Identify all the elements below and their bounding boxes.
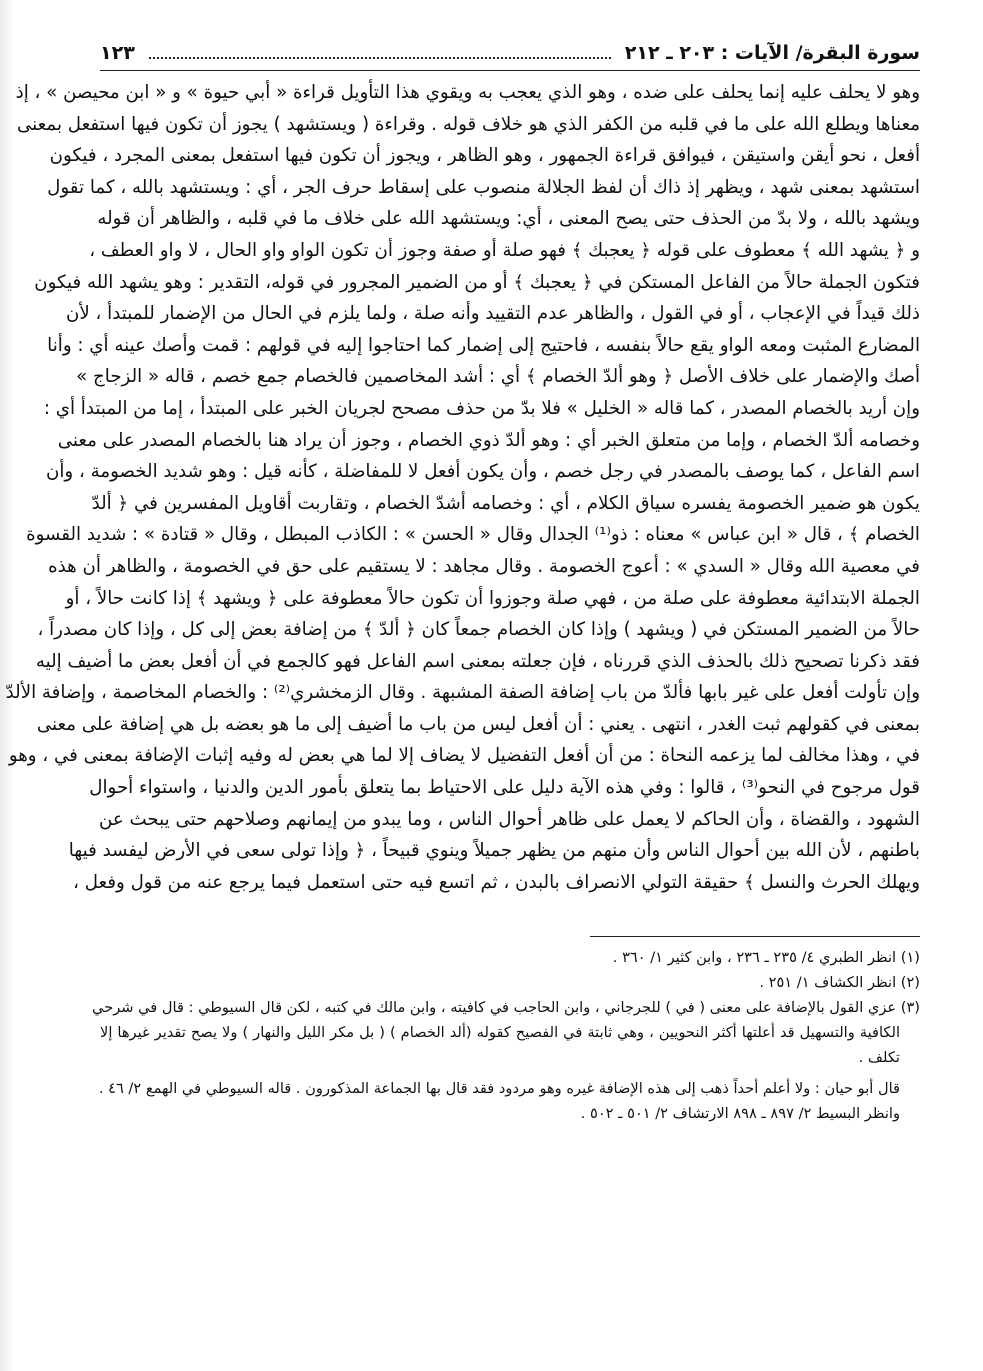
footnote-3-continued: الكافية والتسهيل قد أعلتها أكثر النحويين ، وهي ثابتة في الفصيح كقوله (ألد الخصام ) ( بل مكر الليل والنهار ) ولا يصح تقدير غيرها إلا — [100, 1024, 900, 1042]
header-leader-dots — [149, 39, 611, 59]
body-line: في ، وهذا مخالف لما يزعمه النحاة : من أن أفعل التفضيل لا يضاف إلا لما هي بعض له وفيه إثبات الإضافة بمعنى في ، وهو — [8, 745, 920, 767]
body-line: استشهد بمعنى شهد ، ويظهر إذ ذاك أن لفظ الجلالة منصوب على إسقاط حرف الجر ، أي : ويستشهد بالله ، كما تقول — [47, 176, 920, 198]
body-line: المضارع المثبت ومعه الواو يقع حالاً بنفسه ، فاحتيج إلى إضمار كما احتاجوا إليه في قولهم : قمت وأصك عينه أي : وأنا — [47, 334, 920, 356]
body-line: قول مرجوح في النحو⁽³⁾ ، قالوا : وفي هذه الآية دليل على الاحتياط بما يتعلق بأمور الدين والدنيا ، واستواء أحوال — [89, 777, 920, 799]
footnote-separator — [590, 936, 920, 937]
body-line: الشهود ، والقضاة ، وأن الحاكم لا يعمل على ظاهر أحوال الناس ، وما يبدو من إيمانهم وصلاحهم حتى يبحث عن — [99, 808, 920, 830]
body-line: فتكون الجملة حالاً من الفاعل المستكن في ﴿ يعجبك ﴾ أو من الضمير المجرور في قوله، التقدير : وهو يشهد الله فيكون — [34, 271, 920, 293]
body-line: حالاً من الضمير المستكن في ( ويشهد ) وإذا كان الخصام جمعاً كان ﴿ ألدّ ﴾ من إضافة بعض إلى كل ، وإذا كان مصدراً ، — [37, 619, 920, 641]
header-rule — [100, 70, 920, 71]
surah-verses-title: سورة البقرة/ الآيات : ٢٠٣ ـ ٢١٢ — [624, 42, 920, 64]
body-line: باطنهم ، لأن الله بين أحوال الناس وأن منهم من يظهر جميلاً وينوي قبيحاً ، ﴿ وإذا تولى سعى في الأرض ليفسد فيها — [68, 840, 920, 862]
document-page — [5, 38, 920, 1126]
body-line: فقد ذكرنا تصحيح ذلك بالحذف الذي قررناه ، فإن جعلته بمعنى اسم الفاعل فهو كالجمع في أن أفعل بعض ما أضيف إليه — [35, 650, 920, 672]
body-line: وهو لا يحلف عليه إنما يحلف على ضده ، وهو الذي يعجب به ويقوي هذا التأويل قراءة « أبي حيوة » و « ابن محيصن » ، إذ — [15, 82, 920, 103]
body-line: أفعل ، نحو أيقن واستيقن ، فيوافق قراءة الجمهور ، وهو الظاهر ، ويجوز أن تكون فيها استفعل بمعنى المجرد ، فيكون — [49, 145, 920, 167]
body-line: ويهلك الحرث والنسل ﴾ حقيقة التولي الانصراف بالبدن ، ثم اتسع فيه حتى استعمل فيما يرجع عنه من قول وفعل ، — [73, 871, 920, 893]
body-line: و ﴿ يشهد الله ﴾ معطوف على قوله ﴿ يعجبك ﴾ فهو صلة أو صفة وجوز أن تكون الواو واو الحال ، لا واو العطف ، — [89, 239, 920, 261]
body-line: وإن أريد بالخصام المصدر ، كما قاله « الخليل » فلا بدّ من حذف مصحح لجريان الخبر على المبتدأ ، إما من المبتدأ أي : — [43, 397, 920, 419]
body-line: معناها ويطلع الله على ما في قلبه من الكفر الذي هو خلاف قوله . وقراءة ( ويستشهد ) يجوز أن تكون فيها استفعل بمعنى — [17, 113, 920, 135]
body-line: اسم الفاعل ، كما يوصف بالمصدر في رجل خصم ، وأن يكون أفعل لا للمفاضلة ، كأنه قيل : وهو شديد الخصومة ، وأن — [46, 461, 920, 483]
body-line: الخصام ﴾ ، قال « ابن عباس » معناه : ذو⁽¹⁾ الجدال وقال « الحسن » : الكاذب المبطل ، وقال « قتادة » : شديد القسوة — [26, 524, 920, 546]
body-line: يكون هو ضمير الخصومة يفسره سياق الكلام ، أي : وخصامه أشدّ الخصام ، وتقاربت أقاويل المفسرين في ﴿ ألدّ — [91, 492, 920, 514]
footnote-3-note: قال أبو حيان : ولا أعلم أحداً ذهب إلى هذه الإضافة غيره وهو مردود فقد قال بها الجماعة المذكورون . قاله السيوطي في الهمع ٢/ ٤٦ . — [98, 1080, 900, 1098]
footnote-1: (١) انظر الطبري ٤/ ٢٣٥ ـ ٢٣٦ ، وابن كثير ١/ ٣٦٠ . — [612, 949, 920, 967]
body-line: بمعنى في كقولهم ثبت الغدر ، انتهى . يعني : أن أفعل ليس من باب ما أضيف إلى ما هو بعضه بل هي إضافة على معنى — [36, 713, 920, 735]
body-text — [5, 77, 920, 898]
body-line: وخصامه ألدّ الخصام ، وإما من متعلق الخبر أي : وهو ألدّ ذوي الخصام ، وجوز أن يراد هنا بالخصام المصدر على معنى — [57, 429, 920, 451]
running-header — [100, 38, 920, 68]
body-line: وإن تأولت أفعل على غير بابها فألدّ من باب إضافة الصفة المشبهة . وقال الزمخشري⁽²⁾ : والخصام المخاصمة ، وإضافة الألدّ — [5, 682, 920, 704]
body-line: ذلك قيداً في الإعجاب ، أو في القول ، والظاهر عدم التقييد وأنه صلة ، ولما يلزم في الحال من الإضمار للمبتدأ ، لأن — [65, 303, 920, 325]
body-line: أصك والإضمار على خلاف الأصل ﴿ وهو ألدّ الخصام ﴾ أي : أشد المخاصمين فالخصام جمع خصم ، قاله « الزجاج » — [76, 366, 920, 388]
footnotes — [92, 945, 920, 1126]
body-line: ويشهد بالله ، ولا بدّ من الحذف حتى يصح المعنى ، أي: ويستشهد الله على خلاف ما في قلبه ، والظاهر أن قوله — [97, 208, 920, 230]
page-number: ١٢٣ — [100, 42, 135, 64]
footnote-3-continued: تكلف . — [858, 1049, 900, 1067]
footnote-3: (٣) عزي القول بالإضافة على معنى ( في ) للجرجاني ، وابن الحاجب في كافيته ، وابن مالك في كتبه ، لكن قال السيوطي : قال في شرحي — [92, 999, 920, 1017]
footnote-3-note: وانظر البسيط ٢/ ٨٩٧ ـ ٨٩٨ الارتشاف ٢/ ٥٠١ ـ ٥٠٢ . — [580, 1105, 900, 1123]
body-line: في معصية الله وقال « السدي » : أعوج الخصومة . وقال مجاهد : لا يستقيم على حق في الخصومة ، والظاهر أن هذه — [48, 555, 920, 577]
body-line: الجملة الابتدائية معطوفة على صلة من ، فهي صلة وجوزوا أن تكون حالاً معطوفة على ﴿ ويشهد ﴾ إذا كانت حالاً ، أو — [65, 587, 920, 609]
footnote-2: (٢) انظر الكشاف ١/ ٢٥١ . — [759, 974, 920, 992]
